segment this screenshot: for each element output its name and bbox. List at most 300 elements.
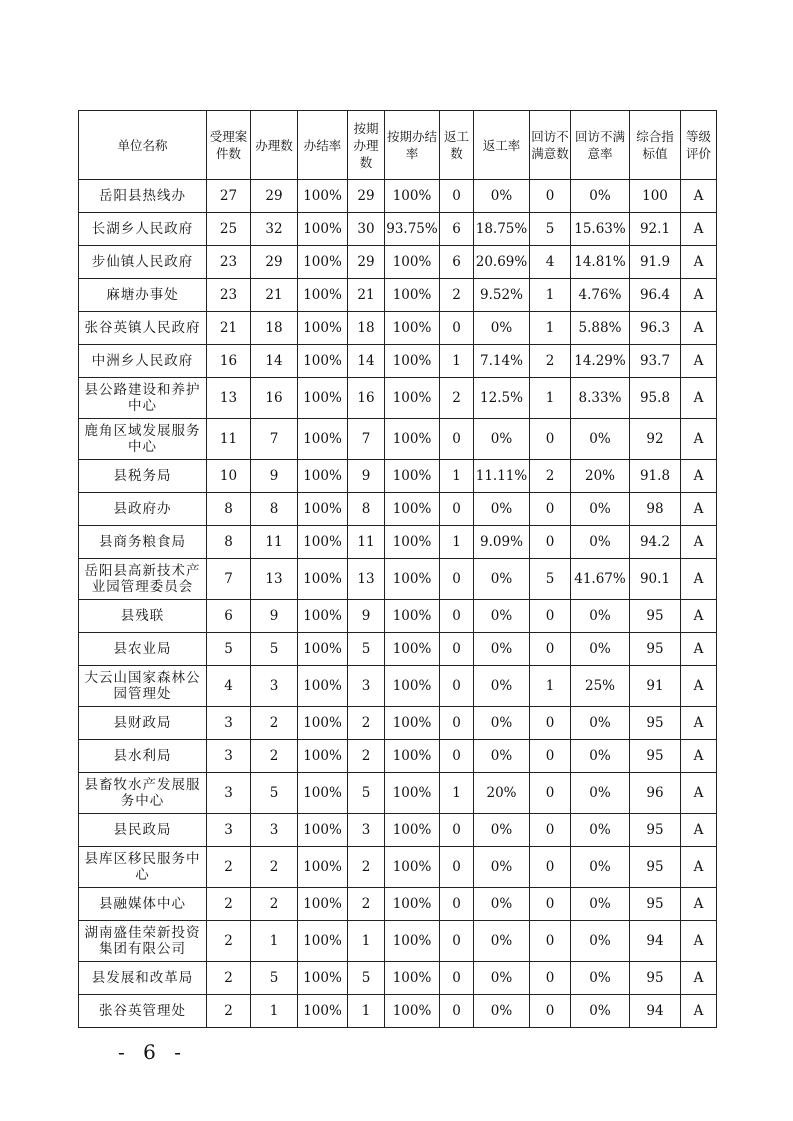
grade-cell: A [681, 246, 717, 279]
on-time-rate-cell: 93.75% [385, 213, 440, 246]
rework-rate-cell: 20.69% [474, 246, 530, 279]
composite-index-cell: 90.1 [630, 559, 681, 600]
unit-name-cell: 麻塘办事处 [79, 279, 207, 312]
handled-cell: 18 [251, 312, 298, 345]
dissatisfied-rate-cell: 0% [571, 526, 630, 559]
dissatisfied-count-cell: 0 [530, 773, 571, 814]
dissatisfied-rate-cell: 0% [571, 888, 630, 921]
composite-index-cell: 96.4 [630, 279, 681, 312]
unit-name-cell: 县商务粮食局 [79, 526, 207, 559]
rework-count-cell: 0 [440, 814, 474, 847]
dissatisfied-count-cell: 0 [530, 847, 571, 888]
composite-index-cell: 91.9 [630, 246, 681, 279]
rework-rate-cell: 11.11% [474, 460, 530, 493]
rework-rate-cell: 0% [474, 600, 530, 633]
cases-received-cell: 25 [207, 213, 251, 246]
grade-cell: A [681, 526, 717, 559]
on-time-handled-cell: 29 [348, 246, 385, 279]
rework-count-cell: 1 [440, 345, 474, 378]
cases-received-cell: 2 [207, 995, 251, 1028]
dissatisfied-count-cell: 0 [530, 600, 571, 633]
header-cases-received: 受理案件数 [207, 111, 251, 180]
table-row [79, 526, 717, 559]
completion-rate-cell: 100% [298, 419, 348, 460]
unit-name-cell: 鹿角区域发展服务中心 [79, 419, 207, 460]
unit-name-cell: 县残联 [79, 600, 207, 633]
cases-received-cell: 10 [207, 460, 251, 493]
completion-rate-cell: 100% [298, 633, 348, 666]
unit-name-cell: 张谷英镇人民政府 [79, 312, 207, 345]
rework-rate-cell: 0% [474, 666, 530, 707]
rework-rate-cell: 0% [474, 633, 530, 666]
table-row [79, 847, 717, 888]
handled-cell: 5 [251, 962, 298, 995]
table-row [79, 180, 717, 213]
performance-table [78, 110, 717, 1028]
rework-count-cell: 0 [440, 666, 474, 707]
rework-count-cell: 0 [440, 995, 474, 1028]
on-time-rate-cell: 100% [385, 773, 440, 814]
on-time-handled-cell: 3 [348, 814, 385, 847]
grade-cell: A [681, 921, 717, 962]
unit-name-cell: 县财政局 [79, 707, 207, 740]
dissatisfied-rate-cell: 20% [571, 460, 630, 493]
grade-cell: A [681, 460, 717, 493]
completion-rate-cell: 100% [298, 847, 348, 888]
table-row [79, 378, 717, 419]
rework-rate-cell: 0% [474, 493, 530, 526]
header-on-time-handled: 按期办理数 [348, 111, 385, 180]
dissatisfied-rate-cell: 0% [571, 419, 630, 460]
composite-index-cell: 92 [630, 419, 681, 460]
on-time-rate-cell: 100% [385, 345, 440, 378]
composite-index-cell: 91 [630, 666, 681, 707]
dissatisfied-count-cell: 0 [530, 419, 571, 460]
unit-name-cell: 中洲乡人民政府 [79, 345, 207, 378]
rework-count-cell: 0 [440, 888, 474, 921]
header-on-time-rate: 按期办结率 [385, 111, 440, 180]
on-time-handled-cell: 21 [348, 279, 385, 312]
dissatisfied-rate-cell: 0% [571, 633, 630, 666]
handled-cell: 5 [251, 633, 298, 666]
composite-index-cell: 94 [630, 921, 681, 962]
rework-count-cell: 0 [440, 559, 474, 600]
rework-rate-cell: 0% [474, 995, 530, 1028]
on-time-rate-cell: 100% [385, 707, 440, 740]
composite-index-cell: 94 [630, 995, 681, 1028]
rework-count-cell: 1 [440, 526, 474, 559]
rework-rate-cell: 20% [474, 773, 530, 814]
completion-rate-cell: 100% [298, 180, 348, 213]
completion-rate-cell: 100% [298, 814, 348, 847]
unit-name-cell: 张谷英管理处 [79, 995, 207, 1028]
composite-index-cell: 95 [630, 707, 681, 740]
completion-rate-cell: 100% [298, 526, 348, 559]
table-row [79, 213, 717, 246]
dissatisfied-rate-cell: 0% [571, 995, 630, 1028]
unit-name-cell: 县发展和改革局 [79, 962, 207, 995]
unit-name-cell: 长湖乡人民政府 [79, 213, 207, 246]
composite-index-cell: 93.7 [630, 345, 681, 378]
dissatisfied-count-cell: 0 [530, 493, 571, 526]
cases-received-cell: 6 [207, 600, 251, 633]
dissatisfied-rate-cell: 14.29% [571, 345, 630, 378]
dissatisfied-count-cell: 5 [530, 559, 571, 600]
header-handled: 办理数 [251, 111, 298, 180]
cases-received-cell: 8 [207, 526, 251, 559]
dissatisfied-count-cell: 0 [530, 740, 571, 773]
on-time-rate-cell: 100% [385, 921, 440, 962]
dissatisfied-rate-cell: 0% [571, 814, 630, 847]
grade-cell: A [681, 345, 717, 378]
grade-cell: A [681, 419, 717, 460]
cases-received-cell: 23 [207, 279, 251, 312]
on-time-rate-cell: 100% [385, 962, 440, 995]
on-time-handled-cell: 14 [348, 345, 385, 378]
dissatisfied-count-cell: 1 [530, 666, 571, 707]
rework-count-cell: 2 [440, 378, 474, 419]
dissatisfied-count-cell: 0 [530, 888, 571, 921]
on-time-rate-cell: 100% [385, 995, 440, 1028]
rework-count-cell: 0 [440, 419, 474, 460]
dissatisfied-rate-cell: 4.76% [571, 279, 630, 312]
dissatisfied-rate-cell: 0% [571, 600, 630, 633]
rework-count-cell: 0 [440, 633, 474, 666]
rework-rate-cell: 0% [474, 312, 530, 345]
table-row [79, 962, 717, 995]
cases-received-cell: 21 [207, 312, 251, 345]
completion-rate-cell: 100% [298, 460, 348, 493]
document-sheet [78, 110, 716, 1028]
header-composite-index: 综合指标值 [630, 111, 681, 180]
handled-cell: 3 [251, 666, 298, 707]
rework-count-cell: 0 [440, 740, 474, 773]
grade-cell: A [681, 180, 717, 213]
handled-cell: 11 [251, 526, 298, 559]
dissatisfied-count-cell: 2 [530, 460, 571, 493]
rework-rate-cell: 9.52% [474, 279, 530, 312]
dissatisfied-rate-cell: 0% [571, 493, 630, 526]
on-time-rate-cell: 100% [385, 312, 440, 345]
dissatisfied-count-cell: 0 [530, 921, 571, 962]
handled-cell: 32 [251, 213, 298, 246]
dissatisfied-count-cell: 0 [530, 814, 571, 847]
rework-count-cell: 0 [440, 921, 474, 962]
table-header-row [79, 111, 717, 180]
handled-cell: 8 [251, 493, 298, 526]
dissatisfied-rate-cell: 14.81% [571, 246, 630, 279]
on-time-handled-cell: 2 [348, 740, 385, 773]
rework-count-cell: 0 [440, 847, 474, 888]
rework-count-cell: 0 [440, 312, 474, 345]
composite-index-cell: 100 [630, 180, 681, 213]
dissatisfied-count-cell: 5 [530, 213, 571, 246]
dissatisfied-rate-cell: 8.33% [571, 378, 630, 419]
dissatisfied-rate-cell: 0% [571, 921, 630, 962]
grade-cell: A [681, 493, 717, 526]
on-time-rate-cell: 100% [385, 378, 440, 419]
table-row [79, 814, 717, 847]
handled-cell: 9 [251, 600, 298, 633]
table-body [79, 180, 717, 1028]
table-row [79, 995, 717, 1028]
grade-cell: A [681, 962, 717, 995]
dissatisfied-count-cell: 0 [530, 995, 571, 1028]
handled-cell: 2 [251, 888, 298, 921]
on-time-rate-cell: 100% [385, 814, 440, 847]
grade-cell: A [681, 995, 717, 1028]
unit-name-cell: 县民政局 [79, 814, 207, 847]
completion-rate-cell: 100% [298, 740, 348, 773]
cases-received-cell: 7 [207, 559, 251, 600]
on-time-rate-cell: 100% [385, 460, 440, 493]
cases-received-cell: 13 [207, 378, 251, 419]
unit-name-cell: 县农业局 [79, 633, 207, 666]
completion-rate-cell: 100% [298, 707, 348, 740]
on-time-handled-cell: 1 [348, 921, 385, 962]
on-time-rate-cell: 100% [385, 666, 440, 707]
on-time-handled-cell: 8 [348, 493, 385, 526]
table-row [79, 666, 717, 707]
composite-index-cell: 95.8 [630, 378, 681, 419]
on-time-handled-cell: 13 [348, 559, 385, 600]
page-number: - 6 - [118, 1040, 187, 1064]
rework-rate-cell: 0% [474, 740, 530, 773]
grade-cell: A [681, 213, 717, 246]
dissatisfied-rate-cell: 5.88% [571, 312, 630, 345]
on-time-rate-cell: 100% [385, 559, 440, 600]
header-rework-rate: 返工率 [474, 111, 530, 180]
composite-index-cell: 94.2 [630, 526, 681, 559]
header-completion-rate: 办结率 [298, 111, 348, 180]
on-time-rate-cell: 100% [385, 633, 440, 666]
cases-received-cell: 3 [207, 773, 251, 814]
on-time-rate-cell: 100% [385, 888, 440, 921]
completion-rate-cell: 100% [298, 345, 348, 378]
composite-index-cell: 95 [630, 633, 681, 666]
cases-received-cell: 2 [207, 962, 251, 995]
rework-count-cell: 6 [440, 213, 474, 246]
completion-rate-cell: 100% [298, 246, 348, 279]
rework-count-cell: 0 [440, 962, 474, 995]
header-dissatisfied-rate: 回访不满意率 [571, 111, 630, 180]
on-time-handled-cell: 11 [348, 526, 385, 559]
unit-name-cell: 县水利局 [79, 740, 207, 773]
dissatisfied-count-cell: 4 [530, 246, 571, 279]
handled-cell: 7 [251, 419, 298, 460]
dissatisfied-count-cell: 0 [530, 633, 571, 666]
completion-rate-cell: 100% [298, 378, 348, 419]
table-row [79, 888, 717, 921]
completion-rate-cell: 100% [298, 559, 348, 600]
completion-rate-cell: 100% [298, 888, 348, 921]
dissatisfied-rate-cell: 15.63% [571, 213, 630, 246]
dissatisfied-rate-cell: 0% [571, 180, 630, 213]
composite-index-cell: 95 [630, 888, 681, 921]
rework-rate-cell: 9.09% [474, 526, 530, 559]
table-row [79, 707, 717, 740]
cases-received-cell: 2 [207, 847, 251, 888]
unit-name-cell: 县公路建设和养护中心 [79, 378, 207, 419]
rework-rate-cell: 18.75% [474, 213, 530, 246]
dissatisfied-count-cell: 2 [530, 345, 571, 378]
rework-rate-cell: 7.14% [474, 345, 530, 378]
table-row [79, 600, 717, 633]
table-row [79, 493, 717, 526]
completion-rate-cell: 100% [298, 962, 348, 995]
handled-cell: 14 [251, 345, 298, 378]
dissatisfied-count-cell: 1 [530, 378, 571, 419]
on-time-rate-cell: 100% [385, 740, 440, 773]
unit-name-cell: 湖南盛佳荣新投资集团有限公司 [79, 921, 207, 962]
on-time-handled-cell: 5 [348, 962, 385, 995]
dissatisfied-count-cell: 0 [530, 707, 571, 740]
cases-received-cell: 2 [207, 888, 251, 921]
on-time-handled-cell: 29 [348, 180, 385, 213]
completion-rate-cell: 100% [298, 921, 348, 962]
rework-count-cell: 1 [440, 773, 474, 814]
table-row [79, 460, 717, 493]
composite-index-cell: 96.3 [630, 312, 681, 345]
on-time-handled-cell: 5 [348, 633, 385, 666]
unit-name-cell: 步仙镇人民政府 [79, 246, 207, 279]
dissatisfied-count-cell: 0 [530, 962, 571, 995]
handled-cell: 9 [251, 460, 298, 493]
handled-cell: 16 [251, 378, 298, 419]
handled-cell: 5 [251, 773, 298, 814]
table-row [79, 419, 717, 460]
grade-cell: A [681, 633, 717, 666]
dissatisfied-rate-cell: 0% [571, 962, 630, 995]
dissatisfied-count-cell: 0 [530, 180, 571, 213]
on-time-rate-cell: 100% [385, 847, 440, 888]
dissatisfied-rate-cell: 25% [571, 666, 630, 707]
header-rework-count: 返工数 [440, 111, 474, 180]
grade-cell: A [681, 888, 717, 921]
rework-rate-cell: 0% [474, 847, 530, 888]
grade-cell: A [681, 559, 717, 600]
dissatisfied-count-cell: 0 [530, 526, 571, 559]
completion-rate-cell: 100% [298, 666, 348, 707]
composite-index-cell: 98 [630, 493, 681, 526]
dissatisfied-rate-cell: 0% [571, 740, 630, 773]
table-row [79, 633, 717, 666]
rework-count-cell: 0 [440, 600, 474, 633]
unit-name-cell: 县税务局 [79, 460, 207, 493]
rework-rate-cell: 0% [474, 888, 530, 921]
table-row [79, 345, 717, 378]
on-time-rate-cell: 100% [385, 526, 440, 559]
cases-received-cell: 23 [207, 246, 251, 279]
dissatisfied-rate-cell: 0% [571, 707, 630, 740]
dissatisfied-count-cell: 1 [530, 279, 571, 312]
rework-rate-cell: 0% [474, 921, 530, 962]
table-row [79, 279, 717, 312]
completion-rate-cell: 100% [298, 995, 348, 1028]
handled-cell: 2 [251, 847, 298, 888]
cases-received-cell: 11 [207, 419, 251, 460]
handled-cell: 29 [251, 180, 298, 213]
handled-cell: 21 [251, 279, 298, 312]
grade-cell: A [681, 707, 717, 740]
completion-rate-cell: 100% [298, 213, 348, 246]
rework-count-cell: 0 [440, 493, 474, 526]
cases-received-cell: 8 [207, 493, 251, 526]
on-time-handled-cell: 3 [348, 666, 385, 707]
table-row [79, 559, 717, 600]
unit-name-cell: 大云山国家森林公园管理处 [79, 666, 207, 707]
completion-rate-cell: 100% [298, 493, 348, 526]
unit-name-cell: 县畜牧水产发展服务中心 [79, 773, 207, 814]
cases-received-cell: 27 [207, 180, 251, 213]
grade-cell: A [681, 666, 717, 707]
on-time-handled-cell: 18 [348, 312, 385, 345]
table-row [79, 921, 717, 962]
unit-name-cell: 岳阳县热线办 [79, 180, 207, 213]
rework-rate-cell: 0% [474, 962, 530, 995]
on-time-handled-cell: 9 [348, 460, 385, 493]
composite-index-cell: 95 [630, 740, 681, 773]
rework-count-cell: 0 [440, 707, 474, 740]
on-time-rate-cell: 100% [385, 419, 440, 460]
rework-rate-cell: 0% [474, 559, 530, 600]
cases-received-cell: 5 [207, 633, 251, 666]
on-time-rate-cell: 100% [385, 493, 440, 526]
composite-index-cell: 92.1 [630, 213, 681, 246]
completion-rate-cell: 100% [298, 773, 348, 814]
rework-count-cell: 1 [440, 460, 474, 493]
completion-rate-cell: 100% [298, 600, 348, 633]
rework-rate-cell: 0% [474, 419, 530, 460]
on-time-handled-cell: 30 [348, 213, 385, 246]
composite-index-cell: 95 [630, 814, 681, 847]
on-time-rate-cell: 100% [385, 246, 440, 279]
unit-name-cell: 县政府办 [79, 493, 207, 526]
on-time-handled-cell: 1 [348, 995, 385, 1028]
on-time-handled-cell: 2 [348, 847, 385, 888]
table-row [79, 740, 717, 773]
on-time-rate-cell: 100% [385, 180, 440, 213]
table-row [79, 312, 717, 345]
completion-rate-cell: 100% [298, 279, 348, 312]
on-time-handled-cell: 16 [348, 378, 385, 419]
unit-name-cell: 岳阳县高新技术产业园管理委员会 [79, 559, 207, 600]
composite-index-cell: 96 [630, 773, 681, 814]
cases-received-cell: 3 [207, 814, 251, 847]
cases-received-cell: 3 [207, 740, 251, 773]
dissatisfied-rate-cell: 41.67% [571, 559, 630, 600]
handled-cell: 2 [251, 707, 298, 740]
rework-rate-cell: 0% [474, 814, 530, 847]
handled-cell: 3 [251, 814, 298, 847]
grade-cell: A [681, 773, 717, 814]
rework-count-cell: 6 [440, 246, 474, 279]
grade-cell: A [681, 312, 717, 345]
grade-cell: A [681, 600, 717, 633]
table-row [79, 246, 717, 279]
cases-received-cell: 2 [207, 921, 251, 962]
composite-index-cell: 95 [630, 600, 681, 633]
on-time-handled-cell: 2 [348, 707, 385, 740]
rework-count-cell: 0 [440, 180, 474, 213]
composite-index-cell: 91.8 [630, 460, 681, 493]
handled-cell: 13 [251, 559, 298, 600]
rework-rate-cell: 12.5% [474, 378, 530, 419]
rework-rate-cell: 0% [474, 180, 530, 213]
handled-cell: 1 [251, 921, 298, 962]
cases-received-cell: 16 [207, 345, 251, 378]
table-row [79, 773, 717, 814]
